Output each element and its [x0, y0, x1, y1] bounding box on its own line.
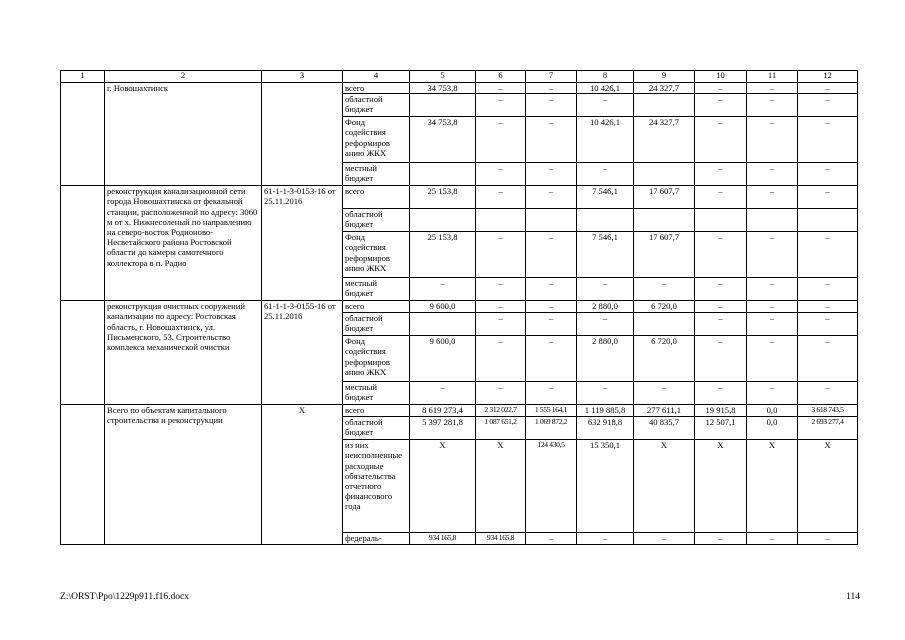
- value-cell: X: [410, 440, 476, 533]
- funding-source: всего: [343, 83, 410, 94]
- funding-source: Фонд содействия реформиров анию ЖКХ: [343, 232, 410, 278]
- funding-source: Фонд содействия реформиров анию ЖКХ: [343, 117, 410, 163]
- col-header: 5: [410, 71, 476, 83]
- value-cell: –: [695, 83, 747, 94]
- value-cell: –: [695, 278, 747, 301]
- value-cell: –: [526, 117, 577, 163]
- value-cell: –: [695, 533, 747, 545]
- value-cell: –: [577, 94, 634, 117]
- value-cell: –: [577, 313, 634, 336]
- value-cell: 2 880,0: [577, 301, 634, 313]
- value-cell: 2 312 022,7: [476, 405, 526, 417]
- value-cell: [526, 209, 577, 232]
- value-cell: –: [798, 163, 858, 186]
- col-header: 12: [798, 71, 858, 83]
- value-cell: [577, 209, 634, 232]
- value-cell: –: [476, 278, 526, 301]
- value-cell: –: [798, 117, 858, 163]
- funding-source: местный бюджет: [343, 278, 410, 301]
- value-cell: –: [476, 163, 526, 186]
- value-cell: 17 607,7: [634, 232, 695, 278]
- value-cell: [634, 94, 695, 117]
- value-cell: 24 327,7: [634, 117, 695, 163]
- value-cell: –: [476, 336, 526, 382]
- value-cell: –: [577, 382, 634, 405]
- value-cell: –: [577, 163, 634, 186]
- value-cell: 1 119 885,8: [577, 405, 634, 417]
- value-cell: 7 546,1: [577, 232, 634, 278]
- value-cell: 34 753,8: [410, 83, 476, 94]
- value-cell: X: [695, 440, 747, 533]
- value-cell: 24 327,7: [634, 83, 695, 94]
- value-cell: 277 611,1: [634, 405, 695, 417]
- value-cell: –: [476, 94, 526, 117]
- funding-source: областной бюджет: [343, 417, 410, 440]
- value-cell: 17 607,7: [634, 186, 695, 209]
- value-cell: –: [798, 313, 858, 336]
- col-header: 3: [262, 71, 343, 83]
- value-cell: 7 546,1: [577, 186, 634, 209]
- value-cell: –: [476, 83, 526, 94]
- value-cell: 2 693 277,4: [798, 417, 858, 440]
- value-cell: –: [695, 186, 747, 209]
- value-cell: –: [747, 278, 798, 301]
- funding-source: местный бюджет: [343, 382, 410, 405]
- value-cell: 6 720,0: [634, 336, 695, 382]
- object-name: г. Новошахтинск: [105, 83, 262, 186]
- funding-source: всего: [343, 301, 410, 313]
- col-header: 8: [577, 71, 634, 83]
- value-cell: 934 165,8: [476, 533, 526, 545]
- value-cell: –: [526, 336, 577, 382]
- value-cell: –: [634, 382, 695, 405]
- value-cell: [410, 94, 476, 117]
- value-cell: 124 430,5: [526, 440, 577, 533]
- value-cell: –: [695, 301, 747, 313]
- value-cell: 1 087 651,2: [476, 417, 526, 440]
- value-cell: –: [476, 232, 526, 278]
- value-cell: –: [747, 186, 798, 209]
- value-cell: 934 165,8: [410, 533, 476, 545]
- value-cell: 10 426,1: [577, 117, 634, 163]
- value-cell: [410, 163, 476, 186]
- funding-source: областной бюджет: [343, 313, 410, 336]
- value-cell: 19 915,8: [695, 405, 747, 417]
- value-cell: 25 153,8: [410, 232, 476, 278]
- header-row: [61, 71, 858, 83]
- value-cell: –: [747, 232, 798, 278]
- value-cell: –: [695, 117, 747, 163]
- value-cell: 6 720,0: [634, 301, 695, 313]
- value-cell: –: [798, 382, 858, 405]
- value-cell: [476, 209, 526, 232]
- object-reference: [262, 83, 343, 186]
- value-cell: –: [695, 382, 747, 405]
- value-cell: –: [695, 313, 747, 336]
- funding-source: Фонд содействия реформиров анию ЖКХ: [343, 336, 410, 382]
- value-cell: –: [747, 336, 798, 382]
- object-reference: X: [262, 405, 343, 545]
- funding-source: всего: [343, 186, 410, 209]
- group-cell: [61, 83, 105, 186]
- group-cell: [61, 186, 105, 301]
- value-cell: –: [747, 382, 798, 405]
- value-cell: –: [747, 301, 798, 313]
- col-header: 11: [747, 71, 798, 83]
- value-cell: [410, 313, 476, 336]
- value-cell: 9 600,0: [410, 336, 476, 382]
- funding-source: всего: [343, 405, 410, 417]
- object-name: реконструкция очистных сооружений канализации по адресу: Ростовская область, г. Новошахтинск, ул. Письменского, 53. Строительство комплекса механической очистки: [105, 301, 262, 405]
- group-cell: [61, 405, 105, 545]
- value-cell: 25 153,8: [410, 186, 476, 209]
- table-row: [61, 405, 858, 417]
- table-row: [61, 186, 858, 209]
- value-cell: 12 507,1: [695, 417, 747, 440]
- value-cell: –: [410, 382, 476, 405]
- value-cell: 5 397 281,8: [410, 417, 476, 440]
- object-reference: 61-1-1-3-0153-16 от 25.11.2016: [262, 186, 343, 301]
- value-cell: –: [526, 382, 577, 405]
- value-cell: –: [747, 94, 798, 117]
- table-row: [61, 83, 858, 94]
- value-cell: [634, 163, 695, 186]
- value-cell: –: [476, 301, 526, 313]
- value-cell: –: [476, 186, 526, 209]
- col-header: 6: [476, 71, 526, 83]
- value-cell: –: [476, 313, 526, 336]
- value-cell: –: [577, 278, 634, 301]
- value-cell: 15 350,1: [577, 440, 634, 533]
- value-cell: 1 069 872,2: [526, 417, 577, 440]
- value-cell: –: [526, 533, 577, 545]
- value-cell: –: [747, 313, 798, 336]
- value-cell: –: [695, 163, 747, 186]
- value-cell: [798, 209, 858, 232]
- col-header: 2: [105, 71, 262, 83]
- value-cell: [695, 209, 747, 232]
- value-cell: –: [634, 278, 695, 301]
- funding-source: областной бюджет: [343, 209, 410, 232]
- value-cell: X: [747, 440, 798, 533]
- value-cell: [634, 313, 695, 336]
- value-cell: –: [526, 232, 577, 278]
- value-cell: –: [747, 163, 798, 186]
- value-cell: 34 753,8: [410, 117, 476, 163]
- object-reference: 61-1-1-3-0155-16 от 25.11.2016: [262, 301, 343, 405]
- value-cell: –: [410, 278, 476, 301]
- funding-source: областной бюджет: [343, 94, 410, 117]
- value-cell: –: [526, 163, 577, 186]
- value-cell: [410, 209, 476, 232]
- value-cell: –: [798, 83, 858, 94]
- page-number: 114: [846, 592, 860, 602]
- value-cell: 2 880,0: [577, 336, 634, 382]
- col-header: 1: [61, 71, 105, 83]
- value-cell: –: [798, 278, 858, 301]
- value-cell: –: [798, 232, 858, 278]
- table-body: [61, 83, 858, 545]
- funding-source: из них неисполненные расходные обязательства отчетного финансового года: [343, 440, 410, 533]
- value-cell: X: [634, 440, 695, 533]
- value-cell: –: [747, 117, 798, 163]
- data-table: [60, 70, 858, 545]
- value-cell: –: [526, 301, 577, 313]
- value-cell: –: [577, 533, 634, 545]
- value-cell: 632 918,8: [577, 417, 634, 440]
- value-cell: X: [476, 440, 526, 533]
- table-row: [61, 301, 858, 313]
- value-cell: –: [798, 94, 858, 117]
- value-cell: –: [695, 232, 747, 278]
- value-cell: [747, 209, 798, 232]
- value-cell: –: [798, 533, 858, 545]
- col-header: 7: [526, 71, 577, 83]
- value-cell: –: [747, 533, 798, 545]
- value-cell: –: [695, 94, 747, 117]
- col-header: 9: [634, 71, 695, 83]
- value-cell: –: [526, 83, 577, 94]
- object-name: Всего по объектам капитального строительства и реконструкции: [105, 405, 262, 545]
- value-cell: –: [798, 186, 858, 209]
- funding-source: федераль-: [343, 533, 410, 545]
- value-cell: –: [526, 94, 577, 117]
- value-cell: [634, 209, 695, 232]
- value-cell: –: [526, 278, 577, 301]
- value-cell: –: [747, 83, 798, 94]
- value-cell: 9 600,0: [410, 301, 476, 313]
- value-cell: –: [798, 336, 858, 382]
- footer-file-path: Z:\ORST\Ppo\1229p911.f16.docx: [60, 592, 189, 602]
- value-cell: X: [798, 440, 858, 533]
- value-cell: –: [526, 186, 577, 209]
- value-cell: –: [526, 313, 577, 336]
- value-cell: 10 426,1: [577, 83, 634, 94]
- value-cell: –: [695, 336, 747, 382]
- object-name: реконструкция канализационной сети города Новошахтинска от фекальной станции, расположенной по адресу: 3060 м от х. Нижнесоленый по направлению на северо-восток Родионово-Несветайского района Ростовской области до камеры самотечного коллектора в п. Радио: [105, 186, 262, 301]
- group-cell: [61, 301, 105, 405]
- col-header: 10: [695, 71, 747, 83]
- value-cell: –: [476, 382, 526, 405]
- value-cell: 8 619 273,4: [410, 405, 476, 417]
- funding-source: местный бюджет: [343, 163, 410, 186]
- value-cell: 0,0: [747, 417, 798, 440]
- value-cell: 40 835,7: [634, 417, 695, 440]
- value-cell: –: [476, 117, 526, 163]
- col-header: 4: [343, 71, 410, 83]
- value-cell: –: [798, 301, 858, 313]
- value-cell: –: [634, 533, 695, 545]
- value-cell: 1 555 164,1: [526, 405, 577, 417]
- value-cell: 0,0: [747, 405, 798, 417]
- value-cell: 3 618 743,5: [798, 405, 858, 417]
